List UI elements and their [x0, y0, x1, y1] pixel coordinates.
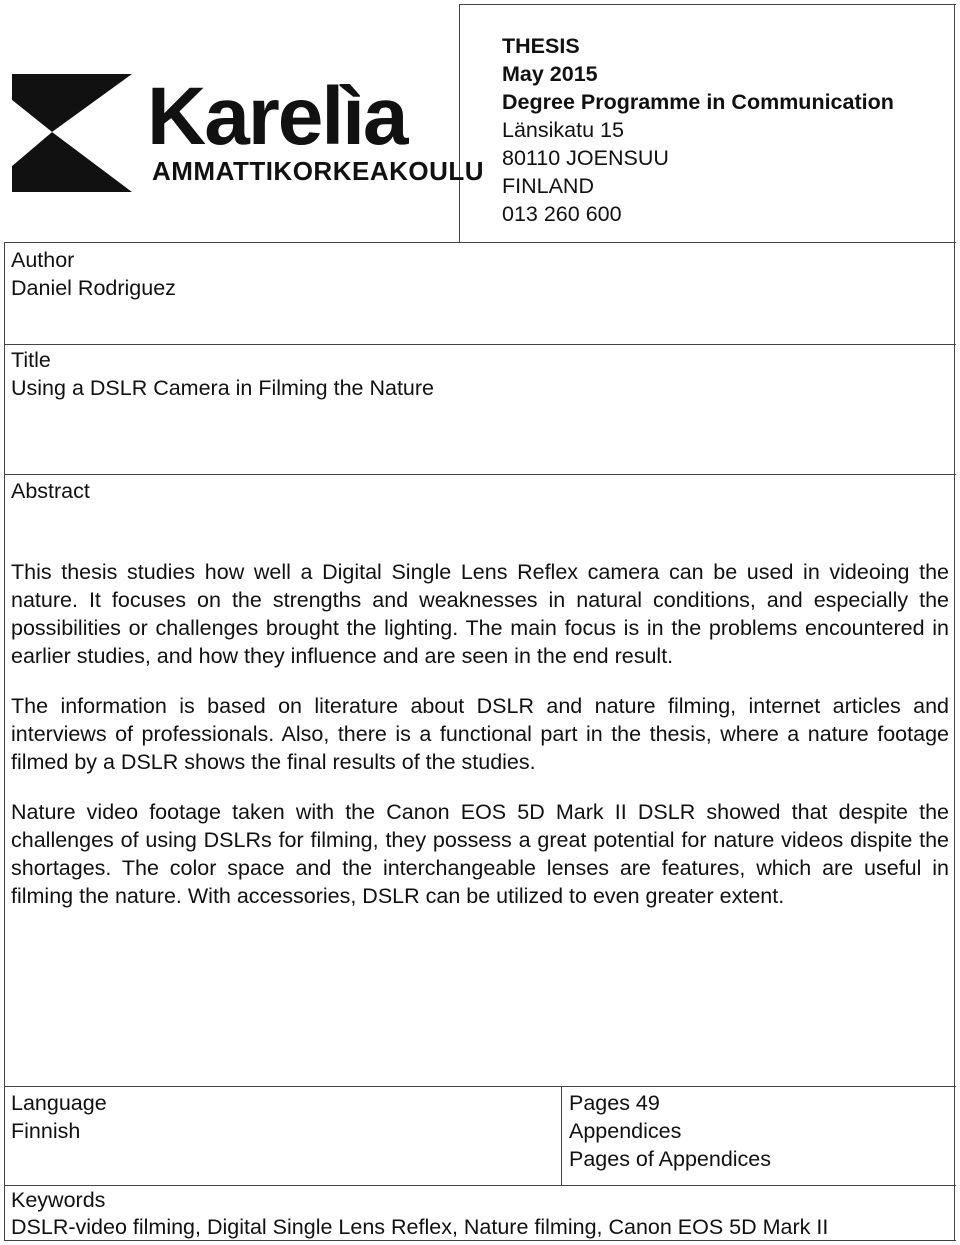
karelia-k-mark-icon: [12, 74, 132, 192]
keywords-value: DSLR-video filming, Digital Single Lens Reflex, Nature filming, Canon EOS 5D Mark II: [11, 1215, 829, 1239]
abstract-paragraph: This thesis studies how well a Digital Single Lens Reflex camera can be used in videoing the nature. It focuses on the strengths and weaknesses in natural conditions, and especially the possibilities or challenges brought the lighting. The main focus is in the problems encountered in earlier studies, and how they influence and are seen in the end result.: [11, 560, 949, 668]
author-bottom-line: [4, 344, 956, 345]
language-bottom-line: [4, 1185, 956, 1186]
language-value: Finnish: [11, 1119, 81, 1143]
language-label: Language: [11, 1091, 107, 1115]
keywords-label: Keywords: [11, 1188, 106, 1212]
karelia-logo: [12, 71, 485, 194]
thesis-date: May 2015: [502, 62, 598, 86]
address-country: FINLAND: [502, 174, 594, 198]
abstract-body: [11, 558, 949, 932]
title-bottom-line: [4, 474, 956, 475]
abstract-paragraph: The information is based on literature about DSLR and nature filming, internet articles and interviews of professionals. Also, there is a functional part in the thesis, where a nature footage filmed by a DSLR shows the final results of the studies.: [11, 694, 949, 774]
abstract-paragraph: Nature video footage taken with the Canon EOS 5D Mark II DSLR showed that despite the challenges of using DSLRs for filming, they possess a great potential for nature videos dispite the shortages. The color space and the interchangeable lenses are features, which are useful in filming the nature. With accessories, DSLR can be utilized to even greater extent.: [11, 800, 949, 908]
header-bottom-line: [4, 242, 956, 243]
appendices-label: Appendices: [569, 1119, 682, 1143]
frame-right-line: [954, 4, 955, 1241]
page-count: Pages 49: [569, 1091, 660, 1115]
thesis-type: THESIS: [502, 34, 580, 58]
address-street: Länsikatu 15: [502, 118, 624, 142]
author-name: Daniel Rodriguez: [11, 276, 176, 300]
thesis-title: Using a DSLR Camera in Filming the Nature: [11, 376, 434, 400]
abstract-bottom-line: [4, 1086, 956, 1087]
logo-wordmark: Karelìa: [147, 71, 407, 162]
author-label: Author: [11, 248, 75, 272]
phone-number: 013 260 600: [502, 202, 622, 226]
logo-subtitle: AMMATTIKORKEAKOULU: [152, 156, 485, 186]
thesis-abstract-page: [4, 4, 956, 1241]
address-city: 80110 JOENSUU: [502, 146, 669, 170]
title-label: Title: [11, 348, 51, 372]
frame-top-line: [459, 4, 956, 5]
header-divider-line: [459, 4, 460, 242]
abstract-label: Abstract: [11, 479, 90, 503]
degree-programme: Degree Programme in Communication: [502, 90, 894, 114]
language-divider-line: [561, 1086, 562, 1185]
pages-of-appendices-label: Pages of Appendices: [569, 1147, 772, 1171]
frame-left-line: [4, 242, 5, 1241]
